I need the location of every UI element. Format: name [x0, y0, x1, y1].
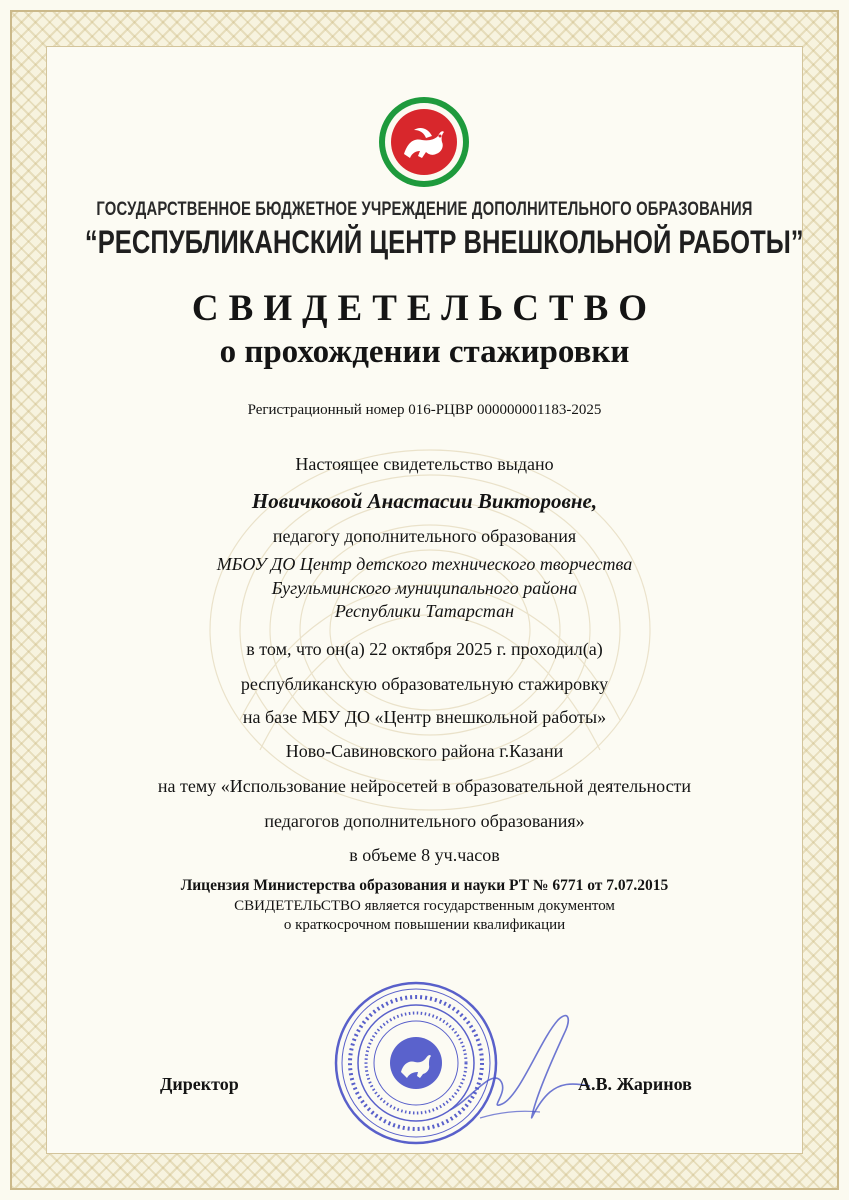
issued-to-label: Настоящее свидетельство выдано [295, 454, 554, 474]
statement-line: республиканскую образовательную стажировку [240, 674, 609, 694]
signatory-name: А.В. Жаринов [578, 1074, 692, 1094]
statement-line: в том, что он(а) 22 октября 2025 г. проходил(а) [246, 639, 603, 659]
registration-number: Регистрационный номер 016-РЦВР 000000001183-2025 [247, 402, 602, 418]
institution-line: Бугульминского муниципального района [271, 578, 578, 598]
institution-line: Республики Татарстан [334, 601, 515, 621]
recipient-name: Новичковой Анастасии Викторовне, [251, 489, 598, 513]
institution-line: МБОУ ДО Центр детского технического творчества [216, 554, 633, 574]
organization-type: ГОСУДАРСТВЕННОЕ БЮДЖЕТНОЕ УЧРЕЖДЕНИЕ ДОПОЛНИТЕЛЬНОГО ОБРАЗОВАНИЯ [96, 199, 753, 220]
director-signature [440, 1000, 600, 1130]
document-subtitle: о прохождении стажировки [219, 334, 630, 370]
document-title: СВИДЕТЕЛЬСТВО [191, 288, 658, 329]
license-line: Лицензия Министерства образования и науки РТ № 6771 от 7.07.2015 [180, 877, 669, 894]
signatory-role: Директор [160, 1074, 239, 1094]
organization-name: “РЕСПУБЛИКАНСКИЙ ЦЕНТР ВНЕШКОЛЬНОЙ РАБОТЫ” [84, 224, 804, 260]
tatarstan-emblem [378, 96, 470, 188]
statement-line: в объеме 8 уч.часов [349, 845, 500, 865]
recipient-position: педагогу дополнительного образования [272, 526, 577, 546]
status-line: о краткосрочном повышении квалификации [283, 917, 566, 933]
statement-line: педагогов дополнительного образования» [264, 811, 585, 831]
status-line: СВИДЕТЕЛЬСТВО является государственным документом [234, 898, 615, 914]
statement-line: на тему «Использование нейросетей в образовательной деятельности [157, 776, 692, 796]
statement-line: Ново-Савиновского района г.Казани [285, 741, 564, 761]
statement-line: на базе МБУ ДО «Центр внешкольной работы» [242, 707, 607, 727]
